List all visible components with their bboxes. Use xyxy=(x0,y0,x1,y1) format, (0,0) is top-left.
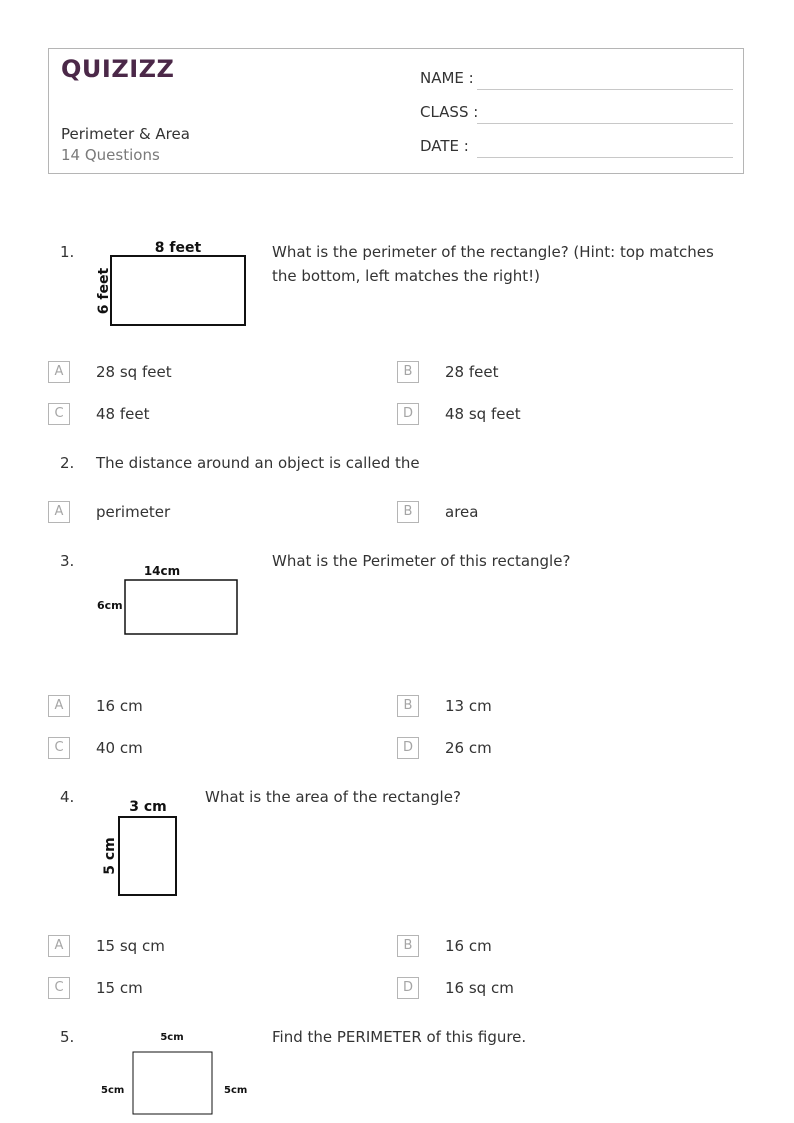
option-letter-b[interactable]: B xyxy=(397,361,419,383)
question-number: 4. xyxy=(60,788,75,806)
question-number: 3. xyxy=(60,552,75,570)
option-letter-a[interactable]: A xyxy=(48,501,70,523)
option-text[interactable]: 26 cm xyxy=(445,739,492,757)
date-label: DATE : xyxy=(420,137,469,155)
option-text[interactable]: 15 sq cm xyxy=(96,937,165,955)
question-count: 14 Questions xyxy=(61,146,160,164)
worksheet-title: Perimeter & Area xyxy=(61,125,190,143)
square-shape xyxy=(133,1052,212,1114)
option-text[interactable]: 13 cm xyxy=(445,697,492,715)
option-text[interactable]: 28 sq feet xyxy=(96,363,172,381)
quizizz-logo: QUIZIZZ xyxy=(61,55,175,83)
option-letter-d[interactable]: D xyxy=(397,737,419,759)
figure-top-label: 14cm xyxy=(143,564,181,578)
question-number: 5. xyxy=(60,1028,75,1046)
option-letter-d[interactable]: D xyxy=(397,977,419,999)
option-text[interactable]: 28 feet xyxy=(445,363,499,381)
rectangle-shape xyxy=(119,817,176,895)
worksheet-header xyxy=(48,48,744,174)
option-letter-b[interactable]: B xyxy=(397,501,419,523)
question-text: The distance around an object is called the xyxy=(96,454,420,472)
option-text[interactable]: 48 sq feet xyxy=(445,405,521,423)
option-letter-a[interactable]: A xyxy=(48,935,70,957)
option-text[interactable]: 15 cm xyxy=(96,979,143,997)
rectangle-figure xyxy=(94,236,254,332)
figure-top-label: 5cm xyxy=(160,1032,184,1043)
option-text[interactable]: 16 cm xyxy=(445,937,492,955)
class-field[interactable] xyxy=(477,123,733,124)
class-label: CLASS : xyxy=(420,103,479,121)
rectangle-figure xyxy=(98,794,188,904)
question-text: What is the Perimeter of this rectangle? xyxy=(272,552,571,570)
name-label: NAME : xyxy=(420,69,474,87)
question-text: Find the PERIMETER of this figure. xyxy=(272,1028,527,1046)
option-letter-a[interactable]: A xyxy=(48,361,70,383)
question-text: What is the perimeter of the rectangle? (Hint: top matches the bottom, left matches the right!) xyxy=(272,243,714,285)
option-letter-d[interactable]: D xyxy=(397,403,419,425)
question-number: 1. xyxy=(60,243,75,261)
option-text[interactable]: area xyxy=(445,503,479,521)
option-text[interactable]: 16 cm xyxy=(96,697,143,715)
rectangle-figure xyxy=(94,560,244,640)
option-letter-c[interactable]: C xyxy=(48,403,70,425)
date-field[interactable] xyxy=(477,157,733,158)
figure-top-label: 8 feet xyxy=(154,240,202,256)
option-text[interactable]: 16 sq cm xyxy=(445,979,514,997)
figure-side-label: 6 feet xyxy=(96,267,112,315)
rectangle-shape xyxy=(111,256,245,325)
option-letter-c[interactable]: C xyxy=(48,977,70,999)
question-number: 2. xyxy=(60,454,75,472)
question-text: What is the area of the rectangle? xyxy=(205,788,461,806)
option-letter-b[interactable]: B xyxy=(397,695,419,717)
figure-left-label: 5cm xyxy=(101,1085,125,1096)
name-field[interactable] xyxy=(477,89,733,90)
figure-side-label: 6cm xyxy=(97,599,123,612)
figure-top-label: 3 cm xyxy=(129,799,167,815)
figure-side-label: 5 cm xyxy=(102,837,118,875)
option-letter-b[interactable]: B xyxy=(397,935,419,957)
square-figure xyxy=(96,1028,256,1120)
option-letter-a[interactable]: A xyxy=(48,695,70,717)
option-text[interactable]: perimeter xyxy=(96,503,171,521)
option-letter-c[interactable]: C xyxy=(48,737,70,759)
rectangle-shape xyxy=(125,580,237,634)
option-text[interactable]: 48 feet xyxy=(96,405,150,423)
figure-right-label: 5cm xyxy=(224,1085,248,1096)
option-text[interactable]: 40 cm xyxy=(96,739,143,757)
